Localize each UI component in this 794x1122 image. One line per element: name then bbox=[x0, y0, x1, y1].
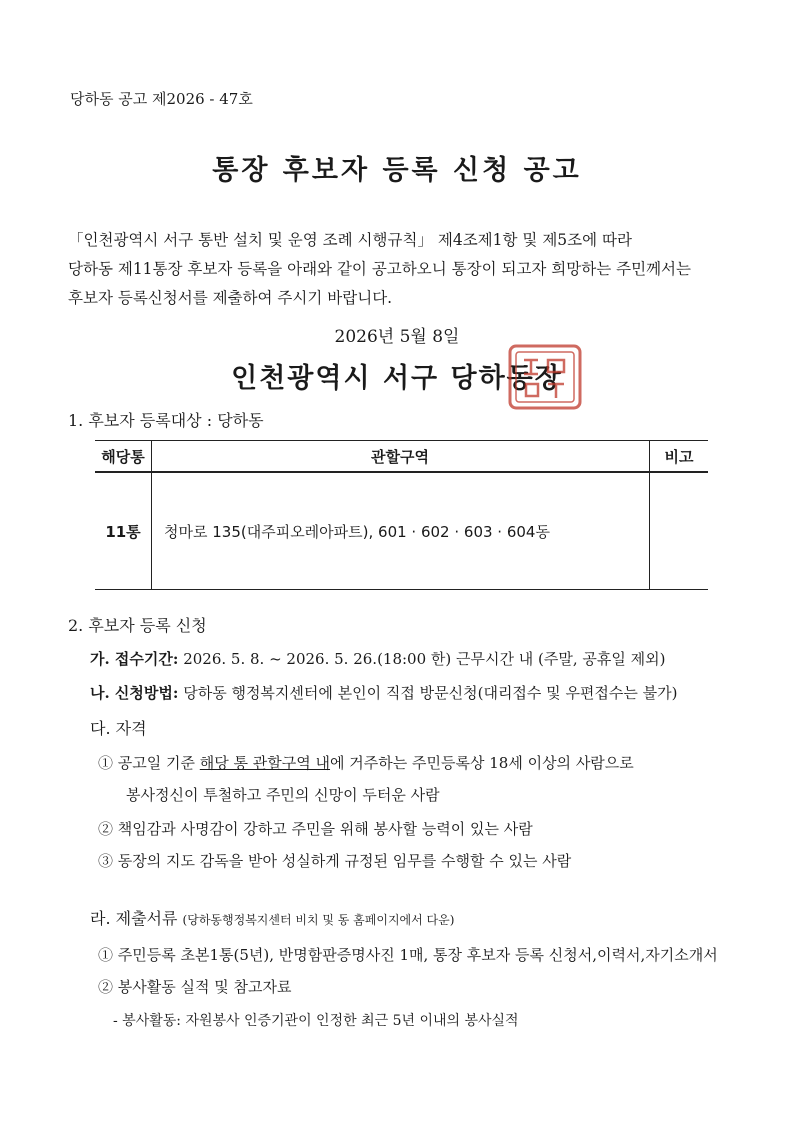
intro-line: 「인천광역시 서구 통반 설치 및 운영 조례 시행규칙」 제4조제1항 및 제5조에 따라 bbox=[68, 231, 632, 249]
application-method-text: 당하동 행정복지센터에 본인이 직접 방문신청(대리접수 및 우편접수는 불가) bbox=[183, 684, 678, 702]
notice-date: 2026년 5월 8일 bbox=[334, 327, 460, 347]
notice-number: 당하동 공고 제2026 - 47호 bbox=[70, 90, 253, 108]
cell-area: 청마로 135(대주피오레아파트), 601 · 602 · 603 · 604동 bbox=[152, 472, 650, 590]
item-text: 동장의 지도 감독을 받아 성실하게 규정된 임무를 수행할 수 있는 사람 bbox=[117, 852, 572, 870]
qualification-item-2 bbox=[98, 818, 533, 839]
item-number: ① bbox=[98, 754, 114, 772]
item-text: 책임감과 사명감이 강하고 주민을 위해 봉사할 능력이 있는 사람 bbox=[117, 820, 533, 838]
table-row bbox=[95, 472, 708, 590]
reception-period-text: 2026. 5. 8. ~ 2026. 5. 26.(18:00 한) 근무시간 내 (주말, 공휴일 제외) bbox=[183, 650, 666, 668]
document-item-3: - 봉사활동: 자원봉사 인증기관이 인정한 최근 5년 이내의 봉사실적 bbox=[113, 1013, 519, 1029]
notice-title: 통장 후보자 등록 신청 공고 bbox=[212, 155, 582, 186]
intro-line: 당하동 제11통장 후보자 등록을 아래와 같이 공고하오니 통장이 되고자 희망하는 주민께서는 bbox=[68, 260, 691, 278]
intro-line: 후보자 등록신청서를 제출하여 주시기 바랍니다. bbox=[68, 289, 393, 307]
header-area: 관할구역 bbox=[152, 441, 650, 473]
issuer-name: 인천광역시 서구 당하동장 bbox=[231, 363, 563, 394]
application-method-label: 나. 신청방법: bbox=[90, 684, 179, 702]
item-text-pre: 공고일 기준 bbox=[117, 754, 196, 772]
official-seal-stamp bbox=[496, 342, 592, 412]
documents-label: 라. 제출서류 bbox=[90, 909, 178, 928]
reception-period-label: 가. 접수기간: bbox=[90, 650, 179, 668]
cell-note bbox=[650, 472, 709, 590]
qualification-item-1-cont: 봉사정신이 투철하고 주민의 신망이 두터운 사람 bbox=[126, 786, 440, 804]
header-note: 비고 bbox=[650, 441, 709, 473]
qualification-item-1 bbox=[98, 752, 634, 773]
section2-heading: 2. 후보자 등록 신청 bbox=[68, 616, 207, 635]
qualification-heading: 다. 자격 bbox=[90, 719, 147, 738]
table-header-row bbox=[95, 441, 708, 473]
reception-period bbox=[90, 648, 665, 669]
application-method bbox=[90, 682, 678, 703]
qualification-item-3 bbox=[98, 850, 571, 871]
documents-note: (당하동행정복지센터 비치 및 동 홈페이지에서 다운) bbox=[182, 913, 455, 927]
document-item-2: ② 봉사활동 실적 및 참고자료 bbox=[98, 978, 292, 996]
item-number: ② bbox=[98, 820, 114, 838]
header-tong: 해당통 bbox=[95, 441, 152, 473]
item-number: ③ bbox=[98, 852, 114, 870]
section1-heading: 1. 후보자 등록대상 : 당하동 bbox=[68, 411, 264, 430]
document-item-1: ① 주민등록 초본1통(5년), 반명함판증명사진 1매, 통장 후보자 등록 신청서,이력서,자기소개서 bbox=[98, 946, 718, 964]
jurisdiction-table bbox=[95, 440, 708, 590]
intro-paragraph bbox=[68, 226, 718, 313]
cell-tong: 11통 bbox=[95, 472, 152, 590]
documents-heading bbox=[90, 906, 454, 929]
item-text-underlined: 해당 통 관할구역 내 bbox=[199, 754, 331, 772]
item-text-post: 에 거주하는 주민등록상 18세 이상의 사람으로 bbox=[330, 754, 634, 772]
